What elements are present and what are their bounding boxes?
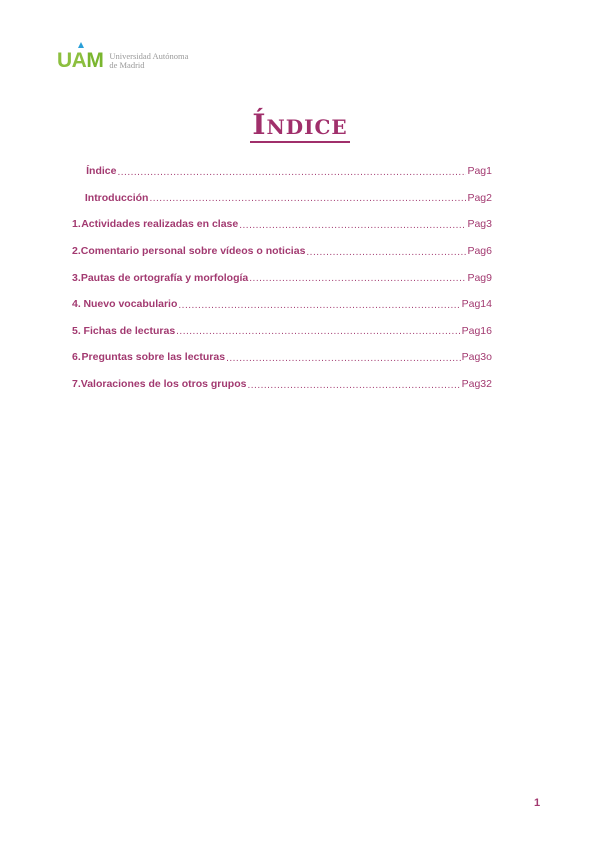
toc-page: Pag1: [467, 165, 492, 178]
toc-number: 1.: [72, 218, 81, 231]
toc-entry[interactable]: [72, 211, 492, 238]
toc-number: 2.: [72, 245, 81, 258]
logo-letter-u: U: [57, 49, 72, 72]
logo-letter-a: A: [72, 49, 87, 72]
toc-label: Valoraciones de los otros grupos: [80, 378, 247, 391]
toc-number: 5.: [72, 324, 81, 337]
logo-letter-m: M: [86, 49, 104, 72]
toc-leader: [306, 247, 466, 258]
toc-leader: [117, 167, 466, 178]
toc-number: 3.: [72, 271, 81, 284]
toc-page: Pag32: [461, 378, 492, 391]
toc-label: Pautas de ortografía y morfología: [80, 271, 249, 284]
logo-accent-icon: [78, 42, 84, 48]
toc-leader: [239, 220, 466, 231]
toc-label: Índice: [86, 165, 117, 178]
toc-entry[interactable]: [72, 264, 492, 291]
toc-leader: [226, 353, 461, 364]
toc-page: Pag16: [461, 324, 492, 337]
toc-leader: [178, 300, 460, 311]
toc-label: Preguntas sobre las lecturas: [81, 351, 226, 364]
logo-line-2: de Madrid: [109, 59, 145, 70]
toc-entry[interactable]: [72, 238, 492, 265]
toc-page: Pag2: [467, 191, 492, 204]
uam-logo: [57, 50, 188, 71]
toc-page: Pag14: [461, 298, 492, 311]
page-title: Índice: [252, 108, 348, 141]
toc-leader: [149, 193, 466, 204]
toc-leader: [176, 326, 460, 337]
toc-number: 7.: [72, 378, 81, 391]
toc-entry[interactable]: [72, 344, 492, 371]
toc-label: Introducción: [84, 191, 149, 204]
toc-number: 4.: [72, 298, 81, 311]
toc-entry[interactable]: [72, 371, 492, 398]
toc-entry[interactable]: [72, 318, 492, 345]
toc-number: 6.: [72, 351, 81, 364]
toc-page: Pag6: [467, 245, 492, 258]
toc-label: Actividades realizadas en clase: [81, 218, 239, 231]
toc-entry[interactable]: [72, 158, 492, 185]
toc-page: Pag9: [467, 271, 492, 284]
toc-entry[interactable]: [72, 185, 492, 212]
toc-label: Fichas de lecturas: [83, 324, 176, 337]
toc-leader: [247, 380, 460, 391]
toc-page: Pag3o: [461, 351, 492, 364]
logo-line-1: Universidad Autónoma: [109, 50, 189, 61]
logo-text: [109, 52, 188, 70]
page-number: 1: [534, 797, 541, 809]
toc-page: Pag3: [467, 218, 492, 231]
toc-label: Comentario personal sobre vídeos o noticias: [80, 245, 306, 258]
toc-leader: [249, 273, 466, 284]
toc-entry[interactable]: [72, 291, 492, 318]
table-of-contents: [72, 158, 492, 397]
toc-label: Nuevo vocabulario: [83, 298, 178, 311]
logo-mark: [57, 50, 103, 71]
